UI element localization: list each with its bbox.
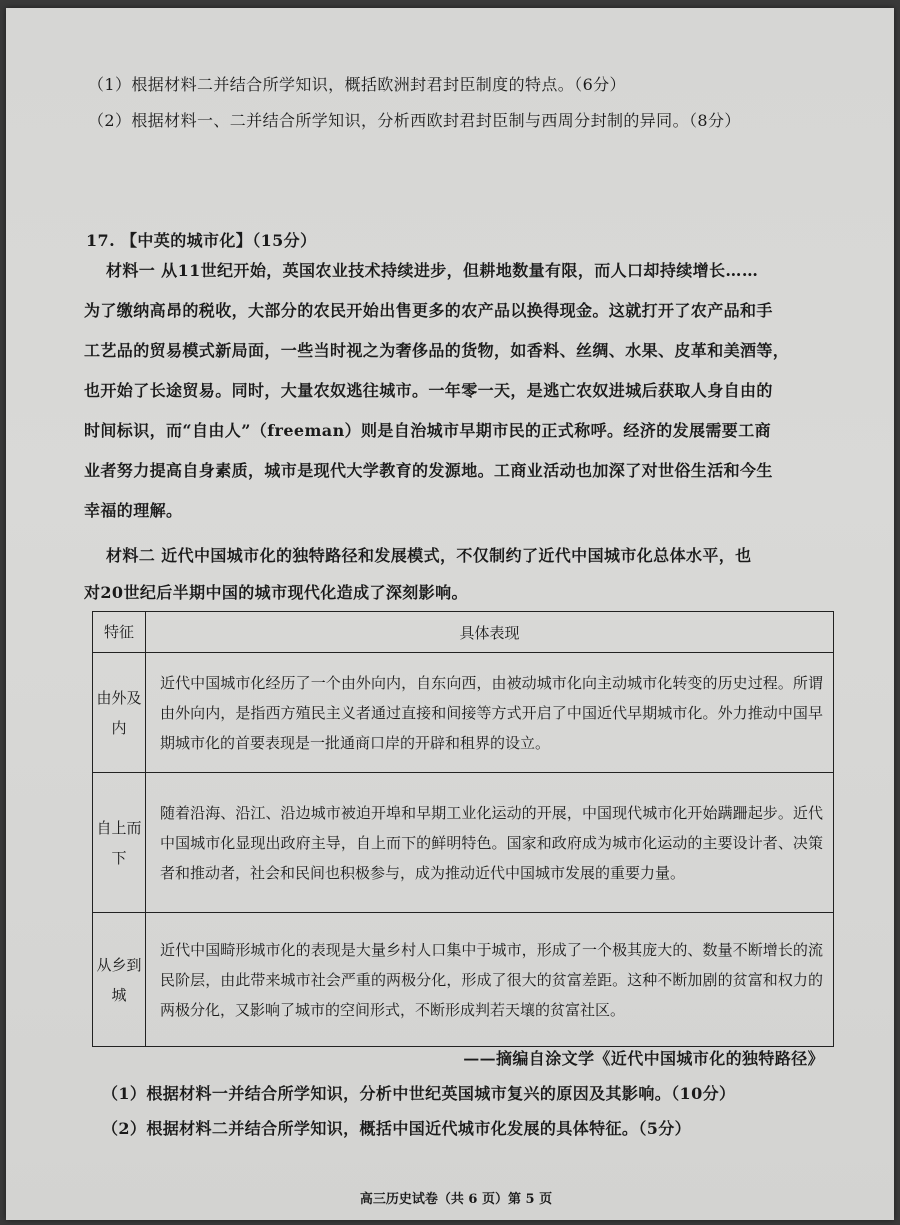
- material1-line: 业者努力提高自身素质，城市是现代大学教育的发源地。工商业活动也加深了对世俗生活和今生: [84, 461, 773, 480]
- table-row-feature: 由外及内: [93, 653, 146, 773]
- material2-line: 材料二 近代中国城市化的独特路径和发展模式，不仅制约了近代中国城市化总体水平，也: [106, 546, 752, 565]
- material1-line: 材料一 从11世纪开始，英国农业技术持续进步，但耕地数量有限，而人口却持续增长……: [106, 261, 759, 280]
- material1-line: 幸福的理解。: [84, 501, 183, 520]
- question-17-title: 17. 【中英的城市化】（15分）: [86, 231, 317, 250]
- features-table: [92, 611, 834, 1047]
- question-17-1: （1）根据材料一并结合所学知识，分析中世纪英国城市复兴的原因及其影响。（10分）: [102, 1084, 736, 1103]
- table-row: [93, 773, 834, 913]
- table-row-feature: 从乡到城: [93, 913, 146, 1047]
- material1-line: 工艺品的贸易模式新局面，一些当时视之为奢侈品的货物，如香料、丝绸、水果、皮革和美酒等，: [84, 341, 790, 360]
- material1-line: 时间标识，而“自由人”（freeman）则是自治城市早期市民的正式称呼。经济的发展需要工商: [84, 421, 772, 440]
- material1-line: 也开始了长途贸易。同时，大量农奴逃往城市。一年零一天，是逃亡农奴进城后获取人身自由的: [84, 381, 773, 400]
- source-citation: ——摘编自涂文学《近代中国城市化的独特路径》: [463, 1049, 824, 1068]
- prev-question-2: （2）根据材料一、二并结合所学知识，分析西欧封君封臣制与西周分封制的异同。（8分）: [88, 111, 741, 130]
- prev-question-1: （1）根据材料二并结合所学知识，概括欧洲封君封臣制度的特点。（6分）: [88, 75, 626, 94]
- exam-page: [6, 8, 894, 1220]
- material1-line: 为了缴纳高昂的税收，大部分的农民开始出售更多的农产品以换得现金。这就打开了农产品和手: [84, 301, 773, 320]
- table-row: [93, 913, 834, 1047]
- table-header-feature: 特征: [93, 612, 146, 653]
- table-header-detail: 具体表现: [146, 612, 834, 653]
- question-17-2: （2）根据材料二并结合所学知识，概括中国近代城市化发展的具体特征。（5分）: [102, 1119, 692, 1138]
- table-row: [93, 653, 834, 773]
- material2-line: 对20世纪后半期中国的城市现代化造成了深刻影响。: [84, 583, 468, 602]
- table-row-desc: 随着沿海、沿江、沿边城市被迫开埠和早期工业化运动的开展，中国现代城市化开始蹒跚起步。近代中国城市化显现出政府主导，自上而下的鲜明特色。国家和政府成为城市化运动的主要设计者、决策者和推动者，社会和民间也积极参与，成为推动近代中国城市发展的重要力量。: [146, 773, 834, 913]
- page-footer: 高三历史试卷（共 6 页）第 5 页: [359, 1192, 553, 1207]
- table-header-row: [93, 612, 834, 653]
- table-row-desc: 近代中国城市化经历了一个由外向内，自东向西，由被动城市化向主动城市化转变的历史过程。所谓由外向内，是指西方殖民主义者通过直接和间接等方式开启了中国近代早期城市化。外力推动中国早期城市化的首要表现是一批通商口岸的开辟和租界的设立。: [146, 653, 834, 773]
- table-row-desc: 近代中国畸形城市化的表现是大量乡村人口集中于城市，形成了一个极其庞大的、数量不断增长的流民阶层，由此带来城市社会严重的两极分化，形成了很大的贫富差距。这种不断加剧的贫富和权力的两极分化，又影响了城市的空间形式，不断形成判若天壤的贫富社区。: [146, 913, 834, 1047]
- table-row-feature: 自上而下: [93, 773, 146, 913]
